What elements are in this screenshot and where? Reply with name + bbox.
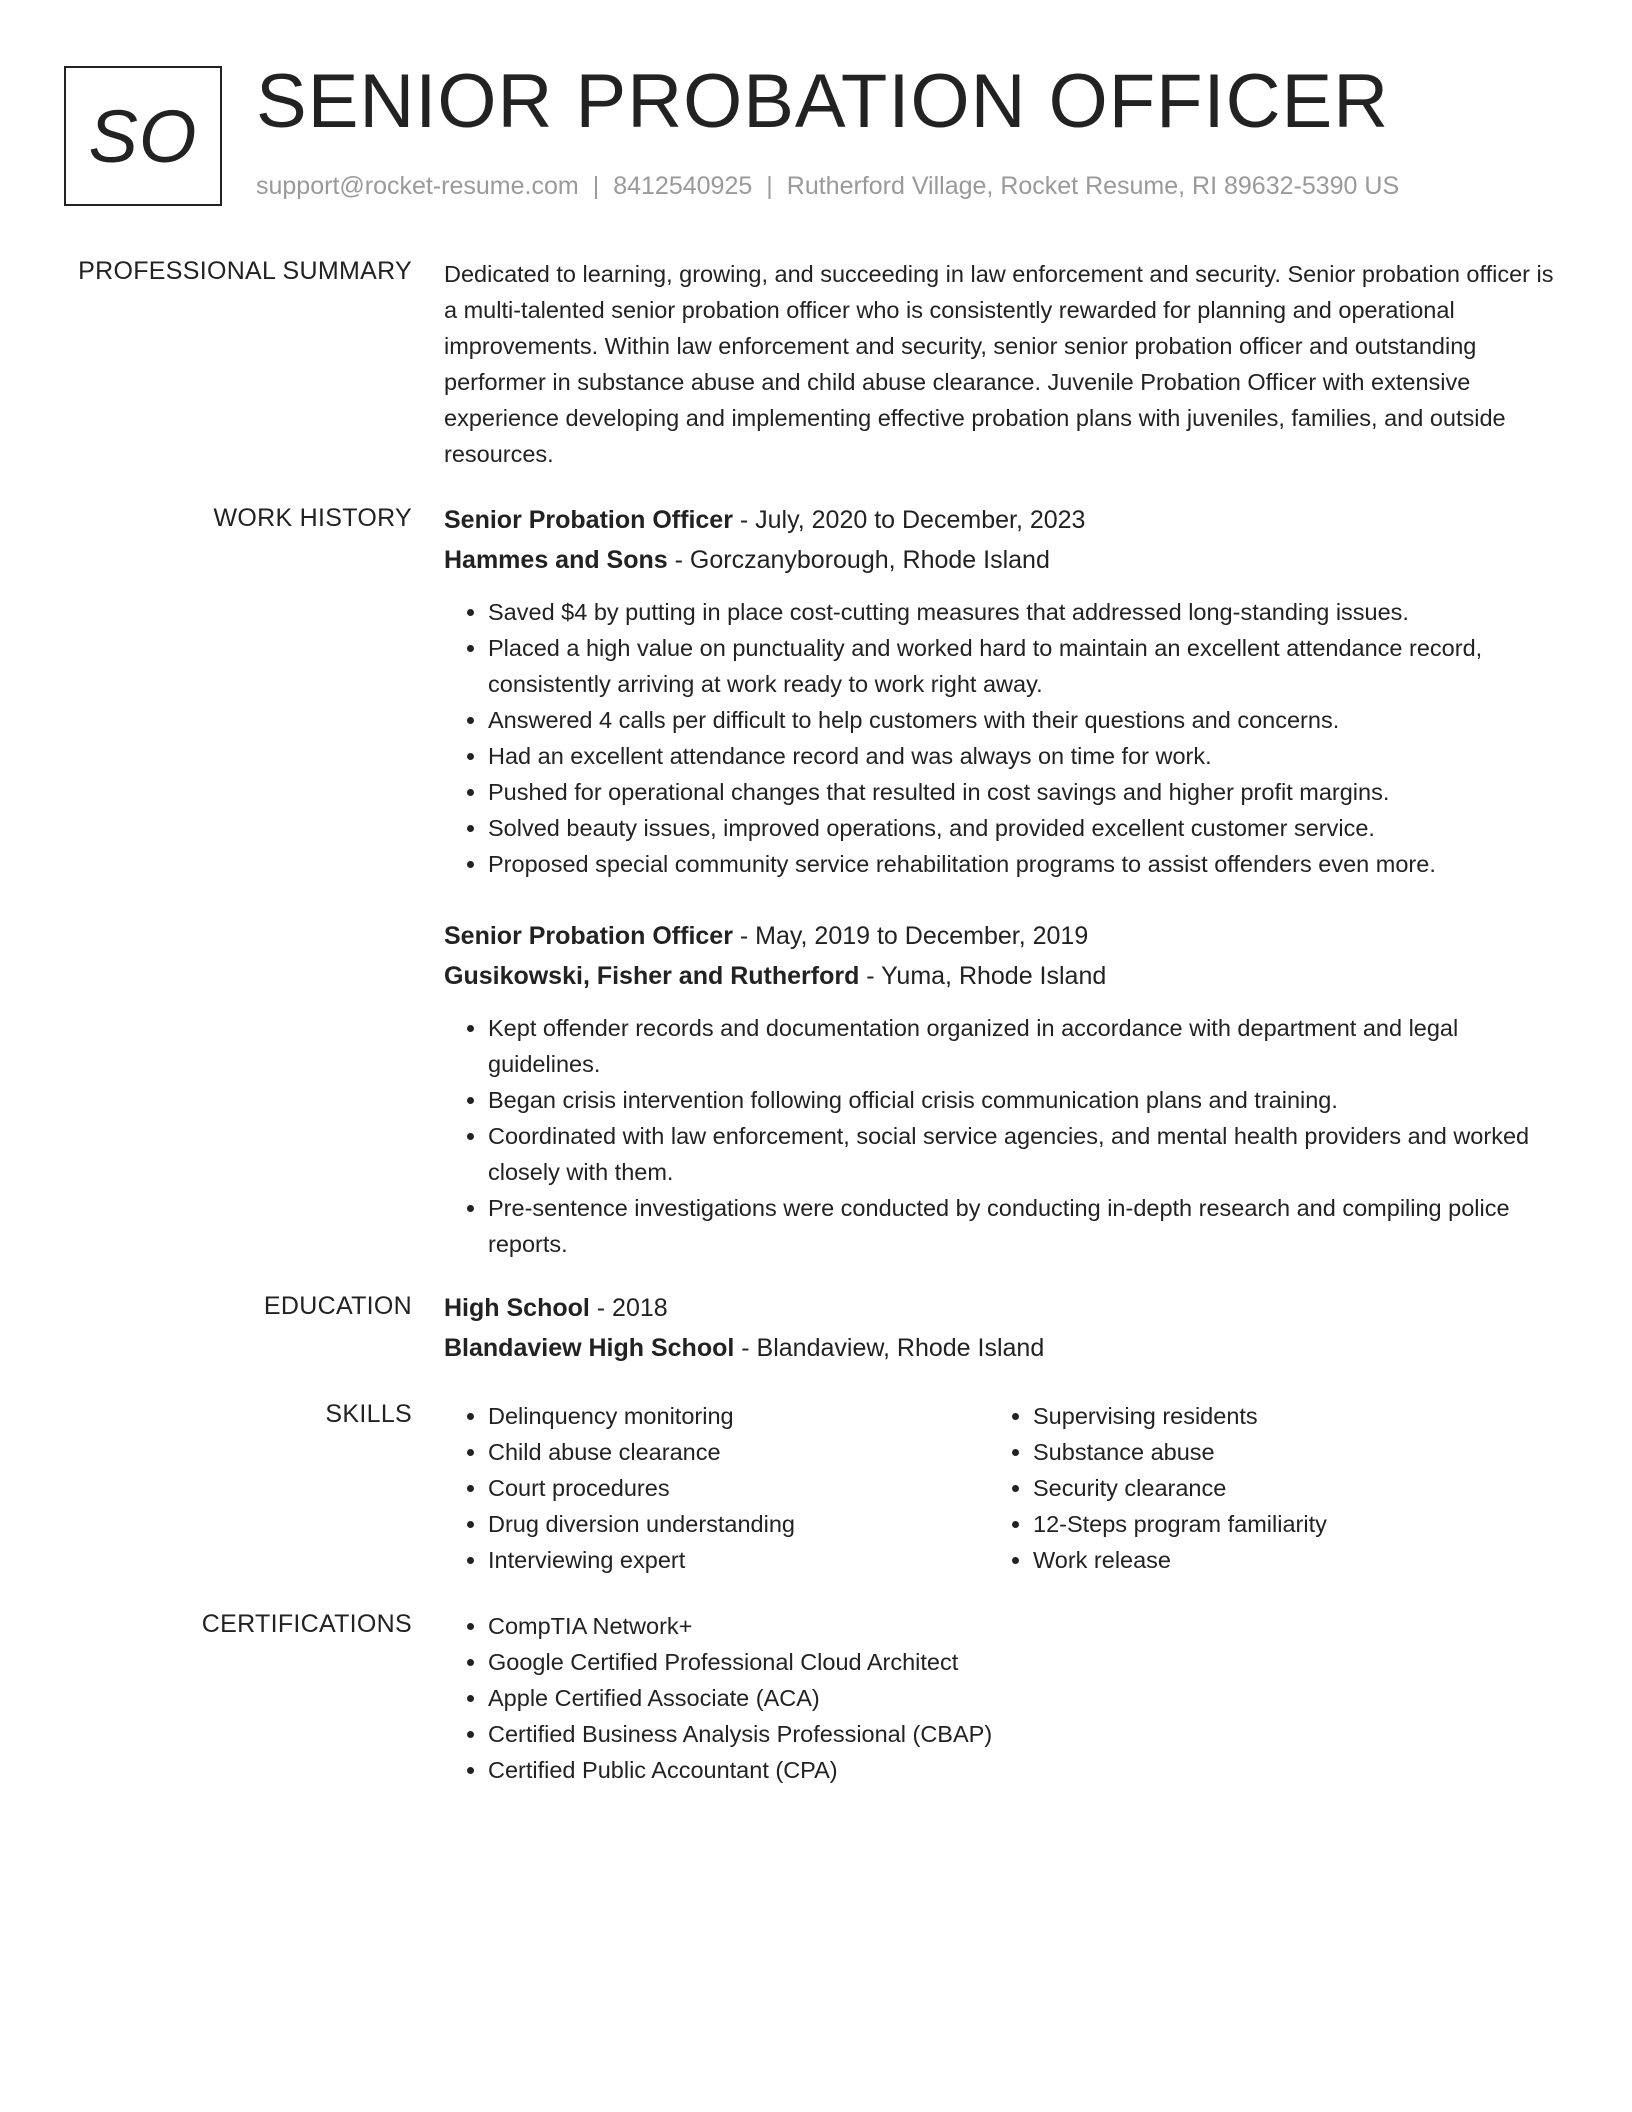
job-company-line <box>444 540 1560 580</box>
job-bullet: • Saved $4 by putting in place cost-cutting measures that addressed long-standing issues. <box>488 594 1560 630</box>
skill-item: • Supervising residents <box>1033 1398 1534 1434</box>
contact-line <box>256 172 1399 201</box>
resume-name: SENIOR PROBATION OFFICER <box>256 59 1390 144</box>
contact-phone: 8412540925 <box>613 172 753 200</box>
skills-body <box>444 1398 1560 1578</box>
job-bullet: • Pushed for operational changes that resulted in cost savings and higher profit margins. <box>488 774 1560 810</box>
skill-item: • Delinquency monitoring <box>488 1398 989 1434</box>
education-degree: High School <box>444 1294 590 1322</box>
work-history-heading: WORK HISTORY <box>213 504 412 532</box>
summary-body <box>444 256 1560 472</box>
job-company: Hammes and Sons <box>444 546 668 574</box>
skill-item: • Substance abuse <box>1033 1434 1534 1470</box>
skill-item: • Interviewing expert <box>488 1542 989 1578</box>
job-entry <box>444 916 1560 1262</box>
education-school: Blandaview High School <box>444 1334 735 1362</box>
education-school-line <box>444 1328 1560 1368</box>
contact-separator: | <box>592 172 600 200</box>
skill-item: • Court procedures <box>488 1470 989 1506</box>
job-bullet: • Began crisis intervention following official crisis communication plans and training. <box>488 1082 1560 1118</box>
education-heading: EDUCATION <box>263 1292 412 1320</box>
job-bullet: • Placed a high value on punctuality and worked hard to maintain an excellent attendance record, consistently arriving at work ready to work right away. <box>488 630 1560 702</box>
contact-email: support@rocket-resume.com <box>256 172 579 200</box>
job-role: Senior Probation Officer <box>444 506 733 534</box>
job-bullet: • Answered 4 calls per difficult to help customers with their questions and concerns. <box>488 702 1560 738</box>
education-year: - 2018 <box>589 1294 668 1322</box>
skill-item: • Drug diversion understanding <box>488 1506 989 1542</box>
certifications-body <box>444 1608 1560 1788</box>
skills-column-left <box>444 1398 989 1578</box>
job-title-line <box>444 916 1560 956</box>
education-body <box>444 1288 1560 1368</box>
certifications-list <box>444 1608 1560 1788</box>
job-location: - Yuma, Rhode Island <box>859 962 1107 990</box>
skills-heading: SKILLS <box>325 1400 412 1428</box>
job-company-line <box>444 956 1560 996</box>
certification-item: • Certified Public Accountant (CPA) <box>488 1752 1560 1788</box>
job-role: Senior Probation Officer <box>444 922 733 950</box>
job-bullet: • Coordinated with law enforcement, social service agencies, and mental health providers and worked closely with them. <box>488 1118 1560 1190</box>
certifications-heading: CERTIFICATIONS <box>201 1610 412 1638</box>
job-bullet: • Proposed special community service rehabilitation programs to assist offenders even more. <box>488 846 1560 882</box>
skill-item: • Work release <box>1033 1542 1534 1578</box>
education-location: - Blandaview, Rhode Island <box>734 1334 1045 1362</box>
monogram-initials: SO <box>88 94 198 178</box>
job-location: - Gorczanyborough, Rhode Island <box>667 546 1050 574</box>
job-bullets <box>444 594 1560 882</box>
education-degree-line <box>444 1288 1560 1328</box>
job-bullet: • Had an excellent attendance record and was always on time for work. <box>488 738 1560 774</box>
skill-item: • Child abuse clearance <box>488 1434 989 1470</box>
certification-item: • Google Certified Professional Cloud Architect <box>488 1644 1560 1680</box>
skill-item: • Security clearance <box>1033 1470 1534 1506</box>
contact-address: Rutherford Village, Rocket Resume, RI 89632-5390 US <box>786 172 1400 200</box>
job-bullet: • Kept offender records and documentation organized in accordance with department and legal guidelines. <box>488 1010 1560 1082</box>
job-entry <box>444 500 1560 882</box>
skill-item: • 12-Steps program familiarity <box>1033 1506 1534 1542</box>
contact-separator: | <box>766 172 773 200</box>
skills-column-right <box>989 1398 1534 1578</box>
certification-item: • Certified Business Analysis Professional (CBAP) <box>488 1716 1560 1752</box>
job-bullets <box>444 1010 1560 1262</box>
job-bullet: • Solved beauty issues, improved operations, and provided excellent customer service. <box>488 810 1560 846</box>
summary-text: Dedicated to learning, growing, and succeeding in law enforcement and security. Senior probation officer is a multi-talented senior probation officer who is consistently rewarded for planning and operational improvements. Within law enforcement and security, senior senior probation officer and outstanding performer in substance abuse and child abuse clearance. Juvenile Probation Officer with extensive experience developing and implementing effective probation plans with juveniles, families, and outside resources. <box>444 261 1554 467</box>
job-bullet: • Pre-sentence investigations were conducted by conducting in-depth research and compiling police reports. <box>488 1190 1560 1262</box>
job-dates: - May, 2019 to December, 2019 <box>732 922 1089 950</box>
skills-grid <box>444 1398 1560 1578</box>
summary-heading: PROFESSIONAL SUMMARY <box>78 257 412 285</box>
monogram-box <box>64 66 222 206</box>
certification-item: • Apple Certified Associate (ACA) <box>488 1680 1560 1716</box>
certification-item: • CompTIA Network+ <box>488 1608 1560 1644</box>
job-company: Gusikowski, Fisher and Rutherford <box>444 962 860 990</box>
work-history-body <box>444 500 1560 1262</box>
job-title-line <box>444 500 1560 540</box>
job-dates: - July, 2020 to December, 2023 <box>732 506 1086 534</box>
